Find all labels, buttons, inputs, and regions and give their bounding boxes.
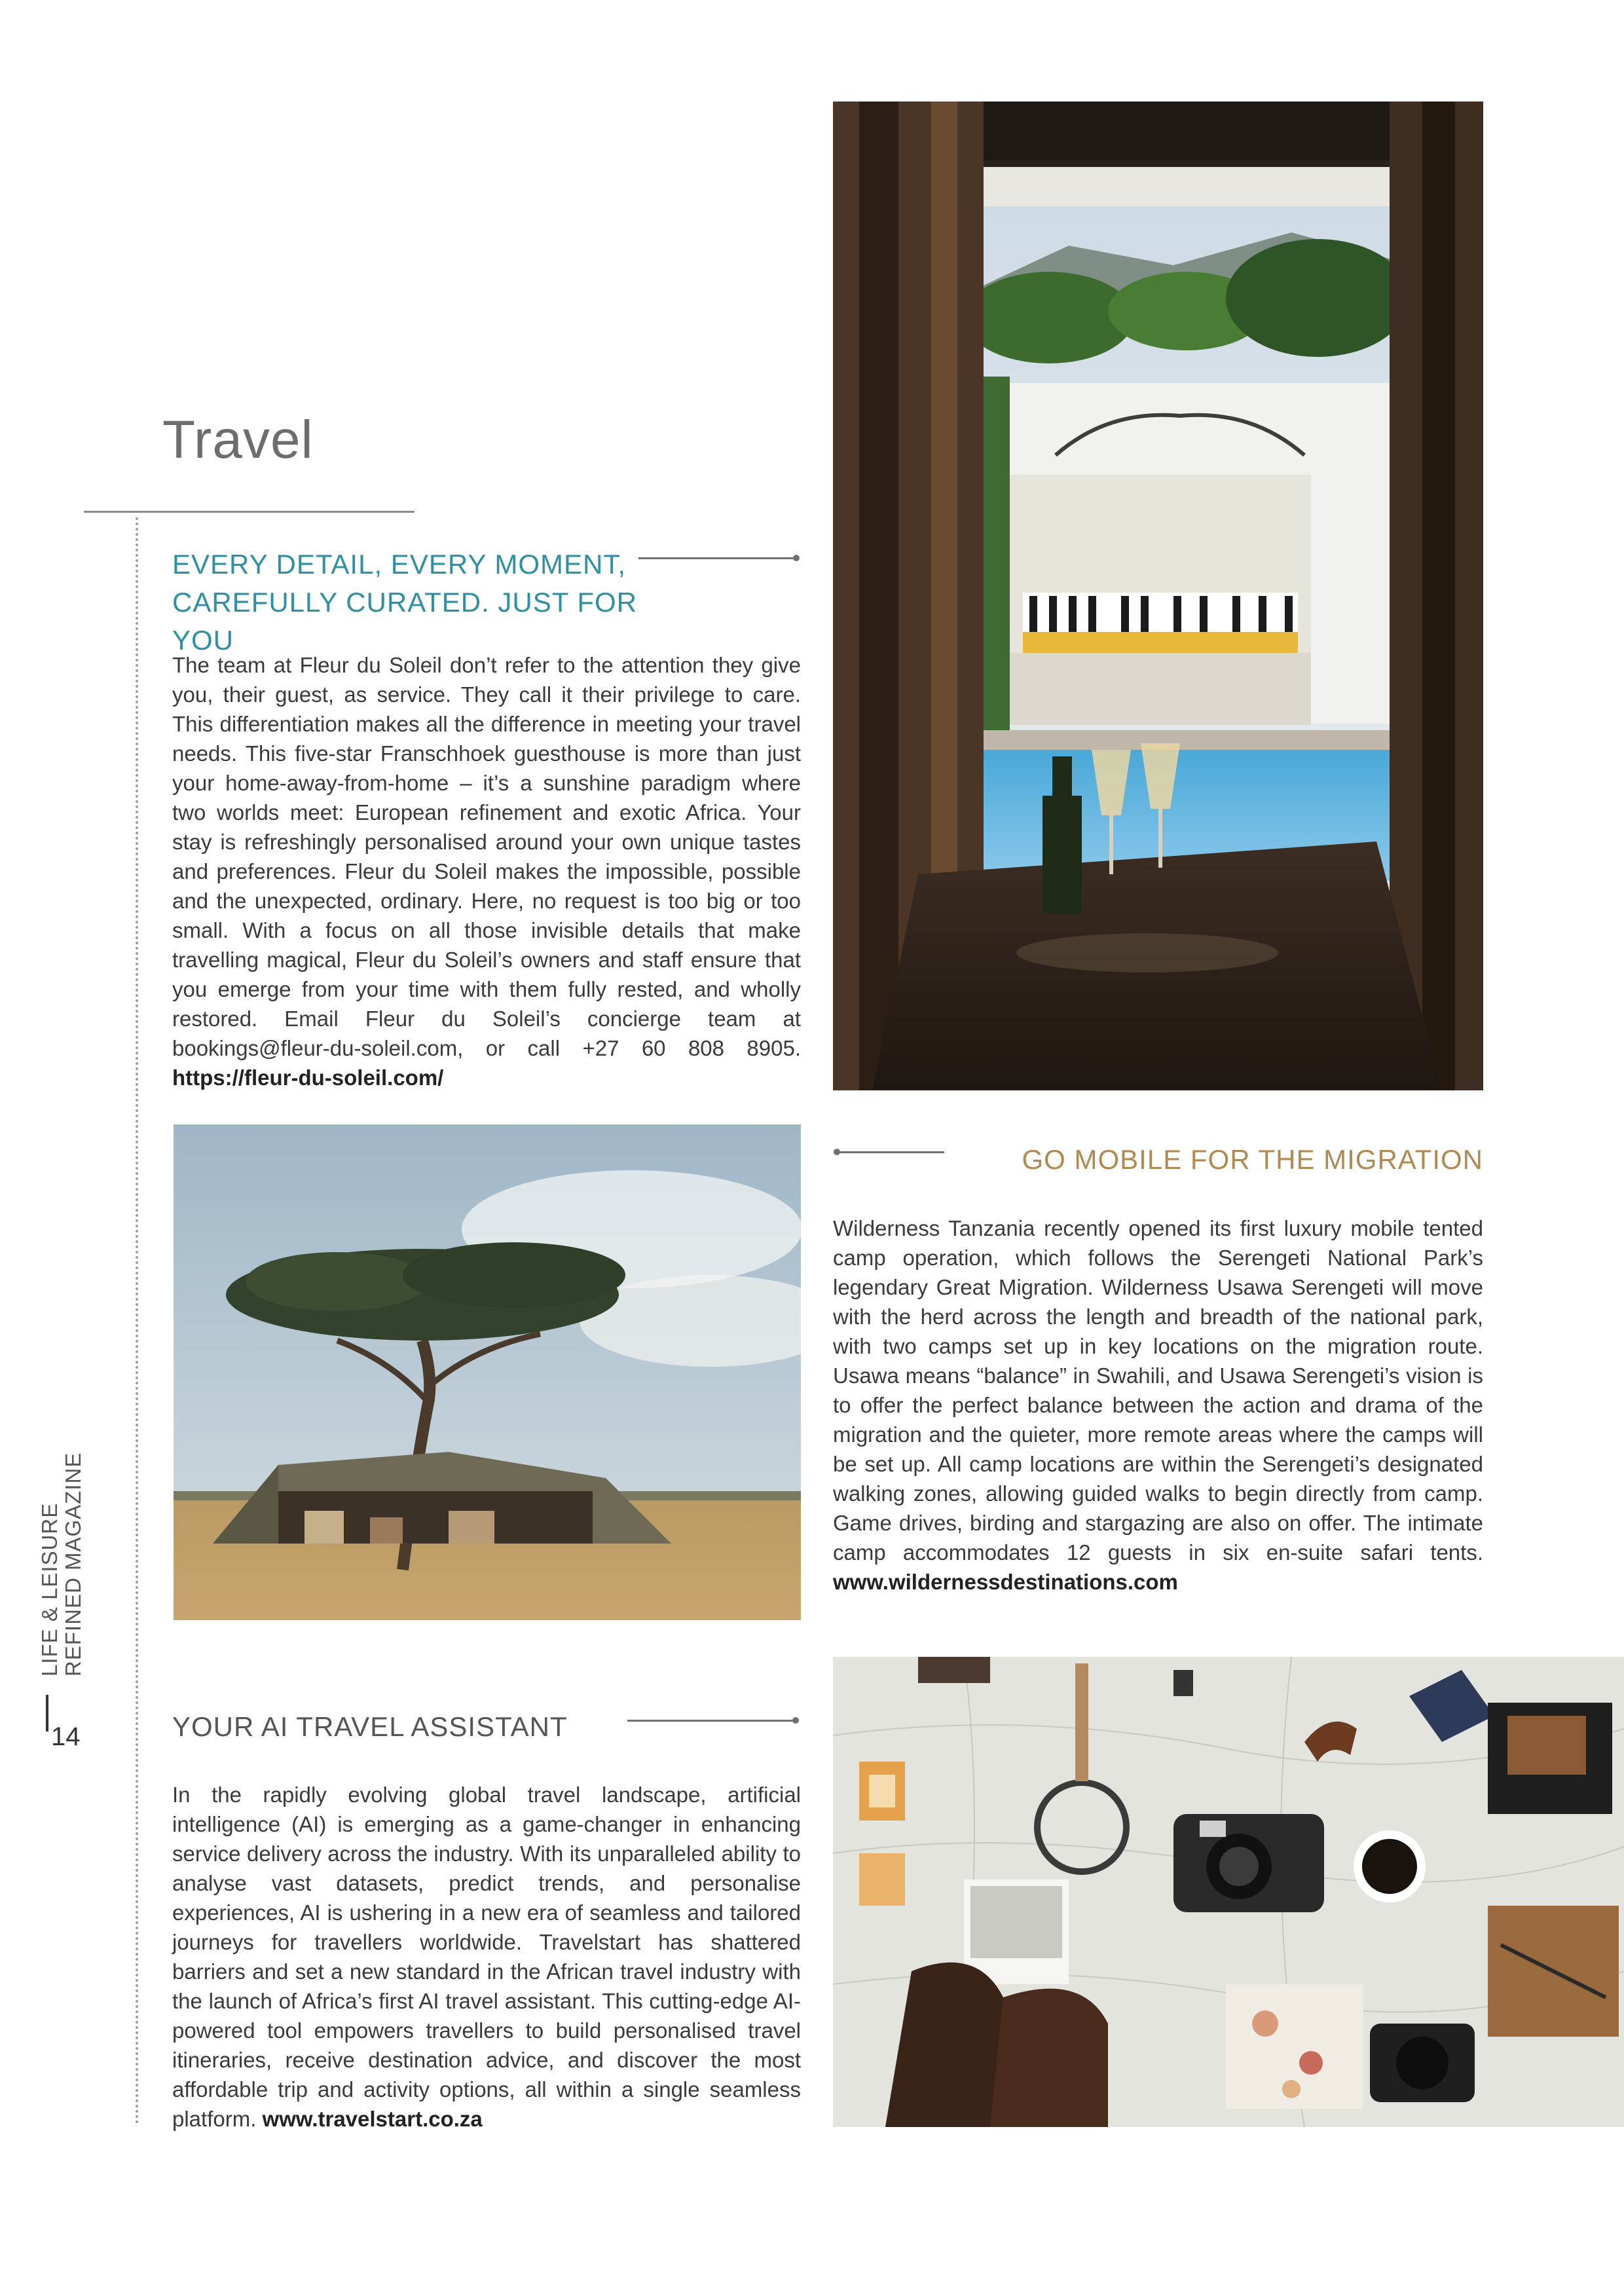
section-title-rule bbox=[84, 511, 415, 513]
pool-photo-illustration bbox=[833, 102, 1483, 1090]
article3-arrow-rule bbox=[627, 1720, 796, 1722]
safari-tent-tree-photo bbox=[174, 1124, 801, 1620]
article1-heading bbox=[172, 546, 644, 659]
page-number: 14 bbox=[51, 1722, 81, 1751]
article2-body-text: Wilderness Tanzania recently opened its first luxury mobile tented camp operation, which follows the Serengeti National Park’s legendary Great Migration. Wilderness Usawa Serengeti will move with the herd across the length and breadth of the national park, with two camps set up in key locations on the migration route. Usawa means “balance” in Swahili, and Usawa Serengeti’s vision is to offer the perfect balance between the action and drama of the migration and the quieter, more remote areas where the camps will be set up. All camp locations are within the Serengeti’s designated walking zones, allowing guided walks to begin directly from camp. Game drives, birding and stargazing are also on offer. The intimate camp accommodates 12 guests in six en-suite safari tents. bbox=[833, 1216, 1483, 1565]
magazine-name-line1: LIFE & LEISURE bbox=[37, 1502, 62, 1676]
magazine-name-vertical bbox=[37, 1452, 85, 1676]
article2-arrow-rule bbox=[836, 1151, 944, 1153]
travel-flatlay-photo bbox=[833, 1657, 1624, 2127]
article1-arrow-rule bbox=[638, 557, 797, 559]
article3-body bbox=[172, 1780, 801, 2134]
article1-heading-line2: CAREFULLY CURATED. JUST FOR YOU bbox=[172, 587, 637, 656]
article1-body bbox=[172, 650, 801, 1092]
pool-courtyard-photo bbox=[833, 102, 1483, 1090]
article2-heading: GO MOBILE FOR THE MIGRATION bbox=[1022, 1144, 1483, 1175]
article2-link[interactable]: www.wildernessdestinations.com bbox=[833, 1570, 1178, 1594]
article2-body bbox=[833, 1213, 1483, 1597]
page-number-bar bbox=[46, 1695, 48, 1731]
flatlay-photo-illustration bbox=[833, 1657, 1624, 2127]
article1-body-text: The team at Fleur du Soleil don’t refer to the attention they give you, their guest, as service. They call it their privilege to care. This differentiation makes all the difference in meeting your travel needs. This five-star Franschhoek guesthouse is more than just your home-away-from-home – it’s a sunshine paradigm where two worlds meet: European refinement and exotic Africa. Your stay is refreshingly personalised around your own unique tastes and preferences. Fleur du Soleil makes the impossible, possible and the unexpected, ordinary. Here, no request is too big or too small. With a focus on all those invisible details that make travelling magical, Fleur du Soleil’s owners and staff ensure that you emerge from your time with them fully rested, and wholly restored. Email Fleur du Soleil’s concierge team at bookings@fleur-du-soleil.com, or call +27 60 808 8905. bbox=[172, 653, 801, 1060]
dotted-margin-rule bbox=[136, 517, 138, 2125]
magazine-name-line2: REFINED MAGAZINE bbox=[61, 1452, 85, 1676]
article3-heading: YOUR AI TRAVEL ASSISTANT bbox=[172, 1711, 568, 1742]
article3-body-text: In the rapidly evolving global travel landscape, artificial intelligence (AI) is emerging as a game-changer in enhancing service delivery across the industry. With its unparalleled ability to analyse vast datasets, predict trends, and personalise experiences, AI is ushering in a new era of seamless and tailored journeys for travellers worldwide. Travelstart has shattered barriers and set a new standard in the African travel industry with the launch of Africa’s first AI travel assistant. This cutting-edge AI-powered tool empowers travellers to build personalised travel itineraries, receive destination advice, and discover the most affordable trip and activity options, all within a single seamless platform. bbox=[172, 1783, 801, 2131]
safari-photo-illustration bbox=[174, 1124, 801, 1620]
article1-heading-line1: EVERY DETAIL, EVERY MOMENT, bbox=[172, 549, 626, 580]
article1-link[interactable]: https://fleur-du-soleil.com/ bbox=[172, 1065, 444, 1090]
article3-link[interactable]: www.travelstart.co.za bbox=[262, 2107, 483, 2131]
section-title: Travel bbox=[162, 410, 314, 470]
